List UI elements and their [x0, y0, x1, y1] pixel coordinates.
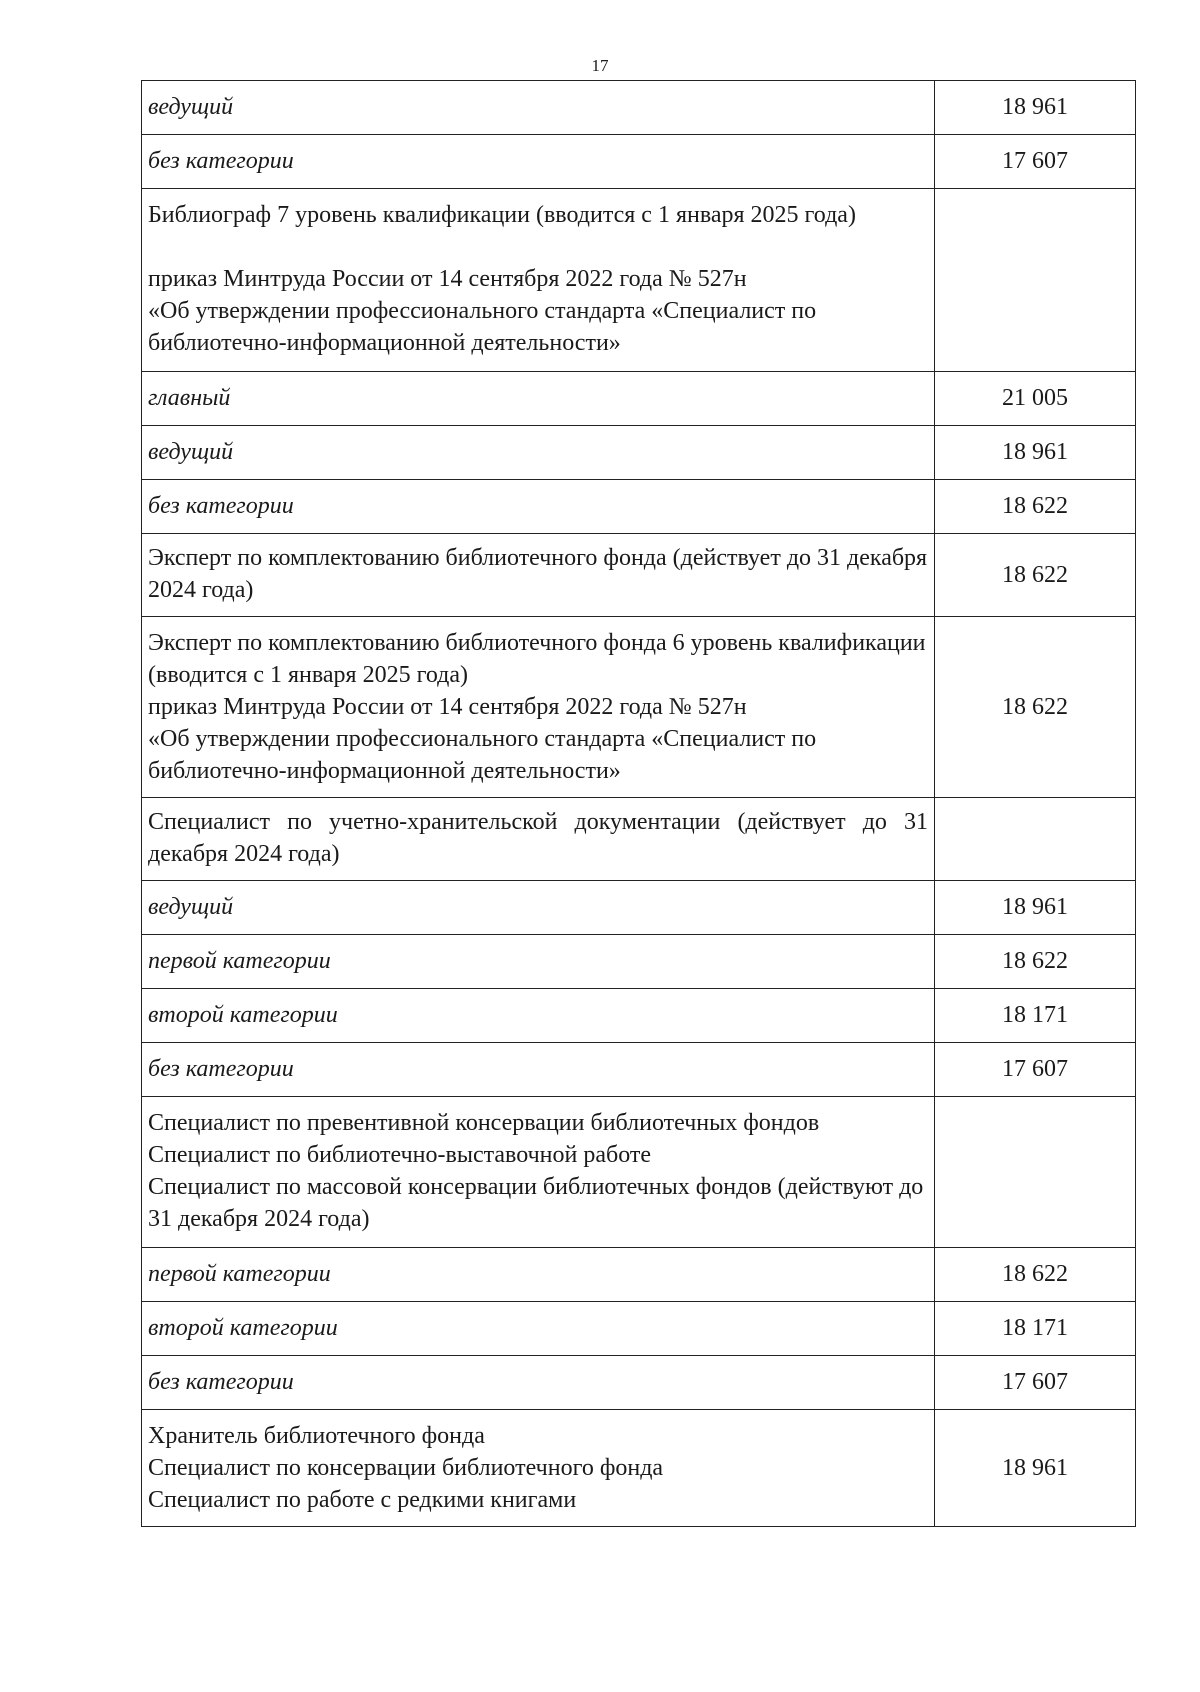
table-row	[142, 1410, 1136, 1527]
salary-cell: 18 961	[935, 881, 1136, 935]
position-text: главный	[148, 385, 231, 411]
table-row	[142, 798, 1136, 881]
position-cell	[142, 1248, 935, 1302]
table-row	[142, 617, 1136, 798]
position-text: второй категории	[148, 1315, 338, 1341]
position-text: второй категории	[148, 1002, 338, 1028]
position-text: без категории	[148, 493, 294, 519]
position-text: ведущий	[148, 894, 234, 920]
salary-cell: 17 607	[935, 1043, 1136, 1097]
table-row	[142, 534, 1136, 617]
salary-cell	[935, 1097, 1136, 1248]
table-row	[142, 426, 1136, 480]
position-cell	[142, 1356, 935, 1410]
table-row	[142, 1043, 1136, 1097]
position-text: без категории	[148, 1369, 294, 1395]
position-text: Специалист по превентивной консервации библиотечных фондов	[148, 1110, 820, 1136]
position-cell	[142, 135, 935, 189]
table-row	[142, 935, 1136, 989]
position-text: первой категории	[148, 948, 331, 974]
table-row	[142, 881, 1136, 935]
position-cell	[142, 617, 935, 798]
position-cell	[142, 1410, 935, 1527]
salary-table	[141, 80, 1136, 1527]
position-cell	[142, 881, 935, 935]
salary-cell: 18 961	[935, 1410, 1136, 1527]
salary-cell: 18 622	[935, 617, 1136, 798]
salary-cell: 17 607	[935, 135, 1136, 189]
position-text: «Об утверждении профессионального стандарта «Специалист по библиотечно-информационной деятельности»	[148, 298, 817, 356]
salary-cell	[935, 798, 1136, 881]
position-text: ведущий	[148, 439, 234, 465]
page-number: 17	[591, 56, 609, 75]
table-row	[142, 1097, 1136, 1248]
position-cell	[142, 1302, 935, 1356]
position-text: Библиограф 7 уровень квалификации (вводится с 1 января 2025 года)	[148, 202, 856, 228]
salary-cell: 18 171	[935, 1302, 1136, 1356]
position-text: «Об утверждении профессионального стандарта «Специалист по библиотечно-информационной деятельности»	[148, 726, 817, 784]
table-row	[142, 1356, 1136, 1410]
position-cell	[142, 189, 935, 372]
table-row	[142, 189, 1136, 372]
table-row	[142, 372, 1136, 426]
position-cell	[142, 534, 935, 617]
position-cell	[142, 935, 935, 989]
position-cell	[142, 81, 935, 135]
salary-cell: 17 607	[935, 1356, 1136, 1410]
position-text: приказ Минтруда России от 14 сентября 2022 года № 527н	[148, 266, 747, 292]
position-text: первой категории	[148, 1261, 331, 1287]
salary-cell: 18 961	[935, 426, 1136, 480]
position-text: Хранитель библиотечного фонда	[148, 1423, 485, 1449]
position-cell	[142, 989, 935, 1043]
salary-cell: 18 622	[935, 534, 1136, 617]
position-text: приказ Минтруда России от 14 сентября 2022 года № 527н	[148, 694, 747, 720]
position-text: без категории	[148, 148, 294, 174]
table-row	[142, 1248, 1136, 1302]
salary-cell: 18 171	[935, 989, 1136, 1043]
salary-cell: 21 005	[935, 372, 1136, 426]
position-text: Специалист по учетно-хранительской документации (действует до 31 декабря 2024 года)	[148, 809, 928, 867]
position-text: Специалист по консервации библиотечного фонда	[148, 1455, 664, 1481]
salary-cell: 18 622	[935, 480, 1136, 534]
position-text: Специалист по библиотечно-выставочной работе	[148, 1142, 652, 1168]
table-row	[142, 1302, 1136, 1356]
position-cell	[142, 1043, 935, 1097]
salary-cell: 18 622	[935, 1248, 1136, 1302]
position-cell	[142, 426, 935, 480]
position-text: Эксперт по комплектованию библиотечного фонда (действует до 31 декабря 2024 года)	[148, 545, 928, 603]
position-cell	[142, 480, 935, 534]
table-row	[142, 480, 1136, 534]
position-text: Специалист по массовой консервации библиотечных фондов (действуют до 31 декабря 2024 года)	[148, 1174, 924, 1232]
table-row	[142, 135, 1136, 189]
salary-cell	[935, 189, 1136, 372]
position-cell	[142, 372, 935, 426]
salary-cell: 18 622	[935, 935, 1136, 989]
table-row	[142, 81, 1136, 135]
table-row	[142, 989, 1136, 1043]
position-text: Специалист по работе с редкими книгами	[148, 1487, 577, 1513]
position-cell	[142, 1097, 935, 1248]
salary-cell: 18 961	[935, 81, 1136, 135]
position-text: без категории	[148, 1056, 294, 1082]
position-text: Эксперт по комплектованию библиотечного фонда 6 уровень квалификации (вводится с 1 января 2025 года)	[148, 630, 926, 688]
position-cell	[142, 798, 935, 881]
position-text: ведущий	[148, 94, 234, 120]
